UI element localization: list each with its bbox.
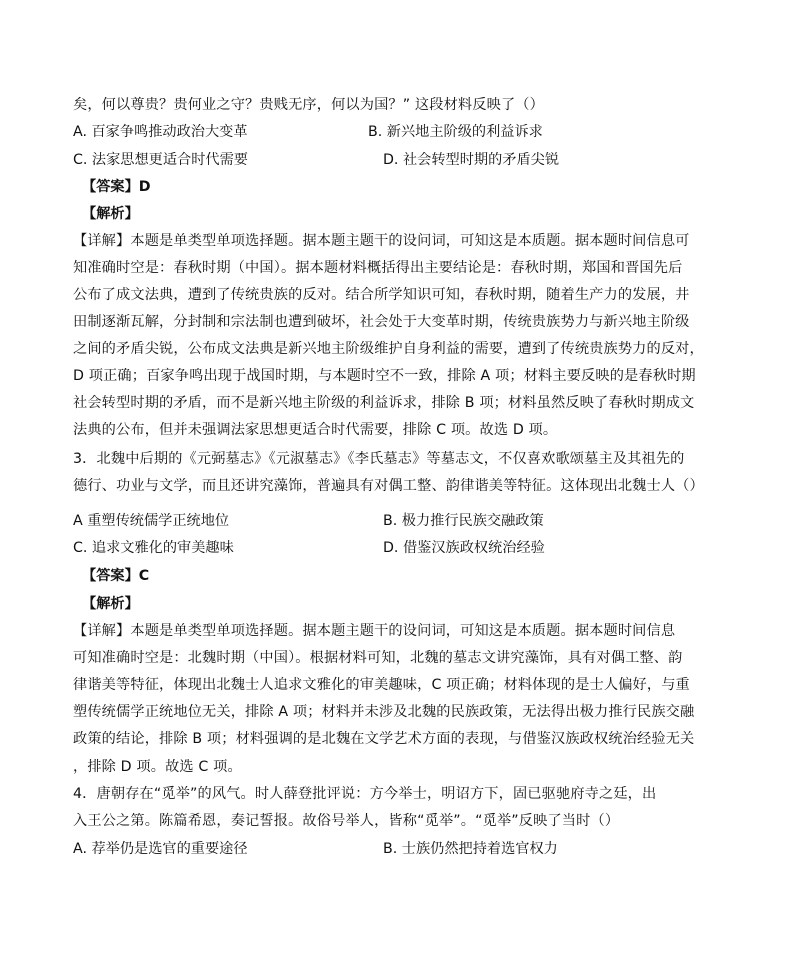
q3-stem-line: 3．北魏中后期的《元弼墓志》《元淑墓志》《李氏墓志》等墓志文，不仅喜欢歌颂墓主及其祖先的 [73, 451, 685, 467]
q4-option-b: B. 士族仍然把持着选官权力 [383, 841, 558, 857]
q2-option-a: A. 百家争鸣推动政治大变革 [73, 124, 248, 140]
q3-option-d: D. 借鉴汉族政权统治经验 [383, 540, 545, 556]
q3-option-c: C. 追求文雅化的审美趣味 [73, 540, 234, 556]
q3-option-a: A 重塑传统儒学正统地位 [73, 513, 230, 529]
q3-answer: 【答案】C [82, 568, 150, 584]
q3-detail-line: 政策的结论，排除 B 项；材料强调的是北魏在文学艺术方面的表现，与借鉴汉族政权统治经验无关 [73, 731, 695, 747]
q4-option-a: A. 荐举仍是选官的重要途径 [73, 841, 248, 857]
q4-stem-line: 入王公之第。陈篇希恩，奏记誓报。故俗号举人，皆称“觅举”。“觅举”反映了当时（） [73, 813, 620, 829]
q2-detail-line: 公布了成文法典，遭到了传统贵族的反对。结合所学知识可知，春秋时期，随着生产力的发展，井 [73, 287, 690, 303]
q3-detail-line: 律谐美等特征，体现出北魏士人追求文雅化的审美趣味，C 项正确；材料体现的是士人偏好，与重 [73, 677, 690, 693]
q2-option-b: B. 新兴地主阶级的利益诉求 [368, 124, 543, 140]
q3-detail-line: 塑传统儒学正统地位无关，排除 A 项；材料并未涉及北魏的民族政策，无法得出极力推行民族交融 [73, 704, 695, 720]
q3-detail-line: ，排除 D 项。故选 C 项。 [73, 759, 242, 775]
q3-stem-line: 德行、功业与文学，而且还讲究藻饰，普遍具有对偶工整、韵律谐美等特征。这体现出北魏士人（） [73, 478, 704, 494]
q3-detail-line: 可知准确时空是：北魏时期（中国）。根据材料可知，北魏的墓志文讲究藻饰，具有对偶工整、韵 [73, 650, 683, 666]
q2-option-d: D. 社会转型时期的矛盾尖锐 [383, 152, 560, 168]
q2-detail-line: D 项正确；百家争鸣出现于战国时期，与本题时空不一致，排除 A 项；材料主要反映的是春秋时期 [73, 368, 696, 384]
q2-detail-line: 之间的矛盾尖锐，公布成文法典是新兴地主阶级维护自身利益的需要，遭到了传统贵族势力的反对， [73, 341, 704, 357]
q2-detail-line: 知准确时空是：春秋时期（中国）。据本题材料概括得出主要结论是：春秋时期，郑国和晋国先后 [73, 260, 683, 276]
q2-option-c: C. 法家思想更适合时代需要 [73, 152, 248, 168]
q2-detail-line: 【详解】本题是单类型单项选择题。据本题主题干的设问词，可知这是本质题。据本题时间信息可 [73, 233, 690, 249]
q2-detail-line: 法典的公布，但并未强调法家思想更适合时代需要，排除 C 项。故选 D 项。 [73, 422, 558, 438]
q3-analysis-label: 【解析】 [82, 596, 139, 612]
q2-detail-line: 社会转型时期的矛盾，而不是新兴地主阶级的利益诉求，排除 B 项；材料虽然反映了春秋时期成文 [73, 395, 695, 411]
q2-stem-tail: 矣，何以尊贵？贵何业之守？贵贱无序，何以为国？” 这段材料反映了（） [73, 97, 544, 113]
q3-detail-line: 【详解】本题是单类型单项选择题。据本题主题干的设问词，可知这是本质题。据本题时间信息 [73, 623, 676, 639]
q3-option-b: B. 极力推行民族交融政策 [383, 513, 544, 529]
q4-stem-line: 4．唐朝存在“觅举”的风气。时人薛登批评说：方今举士，明诏方下，固已驱驰府寺之廷，出 [73, 786, 657, 802]
q2-answer: 【答案】D [82, 179, 151, 195]
q2-analysis-label: 【解析】 [82, 206, 139, 222]
q2-detail-line: 田制逐渐瓦解，分封制和宗法制也遭到破坏，社会处于大变革时期，传统贵族势力与新兴地主阶级 [73, 314, 690, 330]
